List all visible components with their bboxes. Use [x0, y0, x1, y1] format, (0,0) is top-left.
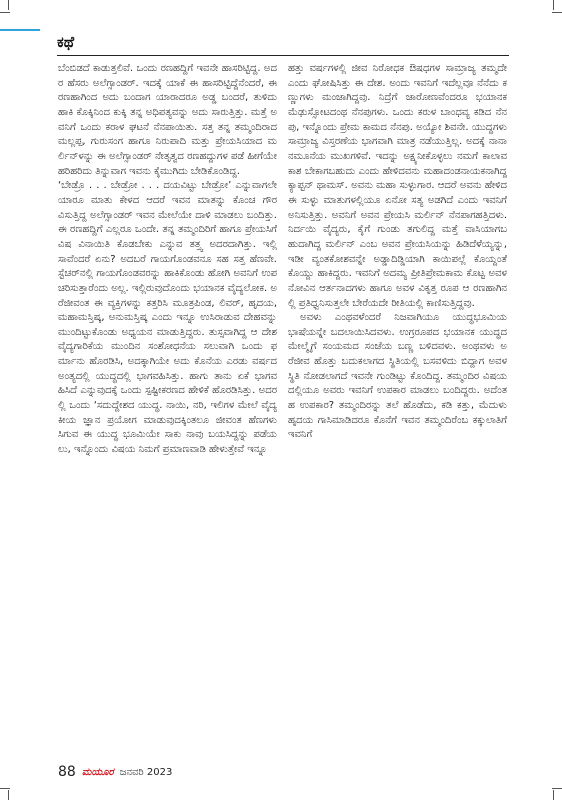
crop-mark: [552, 788, 562, 789]
crop-mark: [0, 12, 10, 13]
paragraph: ಬೆಂಬಿಡದೆ ಕಾಡುತ್ತಲಿವೆ. ಒಂದು ರಣಹದ್ದಿಗೆ ಇವನೇ ಹಾಸರಿಟ್ಟಿದ್ದ. ಅದರ ಹೆಸರು ಅಲೆಗ್ಸಾಂಡರ್. ಇದಕ್ಕೆ ಯಾಕೆ ಈ ಹಾಸರಿಟ್ಟಿದ್ದೆನೆಂದರೆ, ಈ ರಣಹಾಗಿಂದ ಅದು ಬಂದಾಗ ಯಾರಾದರೂ ಅಡ್ಡ ಬಂದರೆ, ತುಳಿದು ಹಾಕಿ ಕೊಕ್ಕಿನಿಂದ ಕುಕ್ಕಿ ತನ್ನ ಅಧಿಪತ್ಯವನ್ನು ಅದು ಸಾರುತ್ತಿತ್ತು. ಮತ್ತೆ ಅವನಿಗೆ ಒಂದು ಕರಾಳ ಘಟನೆ ನೆನಪಾಯಿತು. ಸತ್ತ ತನ್ನ ತಮ್ಮಂದಿರಾದ ಮಲ್ಲಪ್ಪ, ಗುರುಸಂಗ ಹಾಗೂ ನಿರುಪಾದಿ ಮತ್ತು ಪ್ರೇಯಸಿಯಾದ ಮರ್ಲಿನ್‌ಳನ್ನು ಈ ಅಲೆಗ್ಸಾಂಡರ್ ನೇತೃತ್ವದ ರಣಹದ್ದುಗಳ ಪಡೆ ಹೀಗೆಯೇ ಹರಿಹರಿದು ತಿನ್ನುವಾಗ ಇವನು ಕೈಮುಗಿದು ಬೇಡಿಕೊಂಡಿದ್ದ.: [58, 63, 277, 177]
crop-mark: [552, 12, 562, 13]
crop-mark: [553, 0, 554, 10]
paragraph: ಹತ್ತು ವರ್ಷಗಳಲ್ಲಿ ಜೀವ ನಿರೋಧಕ ಔಷಧಗಳ ಸಾಮ್ರಾಜ್ಯ ತಮ್ಮದೇ ಎಂದು ಘೋಷಿಸಿತ್ತು ಈ ದೇಶ. ಅಂದು ಇವನಿಗೆ ಇದೆಲ್ಲವೂ ನೆನೆದು ಕಣ್ಣುಗಳು ಮಂಜಾಗಿದ್ದವು. ನಿದ್ರೆಗೆ ಜಾರೋಣವೆಂದರೂ ಭಯಾನಕ ಮೆಢುಸ್ಸೋಟದಂಥ ನೆನಪುಗಳು. ಒಂದು ಕರುಳ ಬಾಂಧವ್ಯ ಕಡಿದ ನೆನಪು, ಇನ್ನೊಂದು ಪ್ರೇಮ ಕಾಮದ ನೆನಪು. ಅಯ್ಯೋ ಶಿವನೇ. ಯುದ್ಧಗಳು ಸಾಮ್ರಾಜ್ಯ ವಿಸ್ತರಣೆಯ ಭಾಗವಾಗಿ ಮಾತ್ರ ನಡೆಯುತ್ತಿಲ್ಲ. ಅದಕ್ಕೆ ನಾನಾ ನಮೂನೆಯ ಮುಖಗಳಿವೆ. ಇದನ್ನು ಅಕ್ಷ್ಯನೀಕೊಳ್ಳಲು ನಮಗೆ ಕಾಲಾವಕಾಶ ಬೇಕಾಗಬಹುದು ಎಂದು ಹೇಳಿದವನು ಮಹಾದಂಡನಾಯಕನಾಗಿದ್ದ ಕ್ಯಾಪ್ಟನ್ ಥಾಮಸ್. ಅವನು ಮಹಾ ಸುಳ್ಳುಗಾರ. ಆದರೆ ಅವನು ಹೇಳಿದ ಈ ಸುಳ್ಳು ಮಾತುಗಳಲ್ಲಿಯೂ ಏನೋ ಸತ್ಯ ಅಡಗಿದೆ ಎಂದು ಇವನಿಗೆ ಅನಿಸುತ್ತಿತ್ತು. ಅವನಿಗೆ ಅವನ ಪ್ರೇಯಸಿ ಮರ್ಲಿನ್ ನೆನಪಾಗಹತ್ತಿದಳು. ನಿರ್ದಯಿ ವೈದ್ಯರು, ಕೈಗೆ ಗುಂಡು ತಗುಲಿದ್ದ ಮತ್ತೆ ವಾಸಿಯಾಗಬಹುದಾಗಿದ್ದ ಮರ್ಲಿನ್ ಎಂಬ ಅವನ ಪ್ರೇಯಸಿಯನ್ನು ಹಿಡಿದೆಳೆಯ್ಯನ್ನು, ಇಡೀ ವ್ಯಂತಕೋಶವನ್ನೇ ಅಡ್ಡಾದಿಡ್ಡಿಯಾಗಿ ಕಾಯಿಪಲ್ಲೆ ಕೊಯ್ದಂತೆ ಕೊಯ್ದು ಹಾಕಿದ್ದರು. ಇವನಿಗೆ ಅದಮ್ಯ ಪ್ರೀತಿಪ್ರೇಮಕಾಮ ಕೊಟ್ಟ ಅವಳ ನೋವಿನ ಆರ್ತನಾದಗಳು ಹಾಗೂ ಅವಳ ವಿಕೃತ್ತ ರೂಪ ಆ ರಣಹಾಗಿನಲ್ಲಿ ಪ್ರತಿಧ್ವನಿಸುತ್ತಲೇ ಬೇರೆಯದೇ ರೀತಿಯಲ್ಲಿ ಕಾಣಿಸುತ್ತಿದ್ದವು.: [288, 63, 507, 309]
crop-mark: [553, 790, 554, 800]
accent-line: [0, 29, 40, 31]
issue-date: ಜನವರಿ 2023: [119, 766, 173, 778]
text-column-left: [58, 62, 277, 458]
magazine-logo: ಮಯೂರ: [81, 766, 114, 778]
crop-mark: [8, 0, 9, 10]
page-number: 88: [58, 764, 76, 780]
paragraph: ಅವಳು ಎಂಥವಳೆಂದರೆ ನಿಜವಾಗಿಯೂ ಯುದ್ಧಭೂಮಿಯ ಭಾಷೆಯನ್ನೇ ಬದಲಾಯಿಸಿದವಳು. ಉಗ್ರರೂಪದ ಭಯಾನಕ ಯುದ್ಧದ ಮೇಲ್ಮೈಗೆ ಸಂಯಮದ ಸಂಜೆಯ ಬಣ್ಣ ಬಳಿದವಳು. ಅಂಥವಳು ಅರೆಜೀವ ಹೊತ್ತು ಬದುಕಲಾಗದ ಸ್ಥಿತಿಯಲ್ಲಿ ಬಸವಳಿದು ಬಿದ್ದಾಗ ಅವಳ ಸ್ಥಿತಿ ನೋಡಲಾಗದೆ ಇವನೇ ಗುಂಡಿಟ್ಟು ಕೊಂದಿದ್ದ. ತಮ್ಮಂದಿರ ವಿಷಯದಲ್ಲಿಯೂ ಅವರು ಇವನಿಗೆ ಉಪಕಾರ ಮಾಡಲು ಬಂದಿದ್ದರು. ಅದೆಂತಹ ಉಪಕಾರ? ತಮ್ಮಂದಿರನ್ನು ತಲೆ ಹೊಡೆದು, ಕಡಿ ಕತ್ತು, ಮೆದುಳು ಹೃದಯ ಗಾಸಿಮಾಡಿದರೂ ಕೊನೆಗೆ ಇವನ ತಮ್ಮಂದಿರೆಂಬ ಕಕ್ಕುಲಾತಿಗೆ ಇವನಿಗೆ: [288, 312, 507, 441]
text-column-right: [288, 62, 507, 443]
page-footer: [58, 764, 172, 780]
crop-mark: [0, 788, 10, 789]
section-title: ಕಥೆ: [57, 33, 75, 51]
paragraph: ‘ಬೇಡ್ರೊ . . . ಬೇಡ್ರೋ . . . ದಯವಿಟ್ಟು ಬೇಡ್ರೋ’ ಎನ್ನುವಾಗಲೇ ಯಾರೂ ಮಾತು ಕೇಳದ ಆದರೆ ಇವನ ಮಾತನ್ನು ಕೊಂಚ ಗೌರವಿಸುತ್ತಿದ್ದ ಅಲೆಗ್ಸಾಂಡರ್ ಇವನ ಮೇಲೆಯೇ ದಾಳಿ ಮಾಡಲು ಬಂದಿತ್ತು. ಈ ರಣಹದ್ದಿಗೆ ಎಲ್ಲರೂ ಒಂದೇ. ತನ್ನ ತಮ್ಮಂದಿರಿಗೆ ಹಾಗೂ ಪ್ರೇಯಸಿಗೆ ವಿಷ ವಿನಾಯಿತಿ ಕೊಡಬೇಕು ಎನ್ನುವ ತತ್ತ್ವ ಅದರದಾಗಿತ್ತು. ಇಲ್ಲಿ ಸಾವೆಂದರೆ ಏನು? ಅದಬರೆ ಗಾಯಗೊಂಡವನೂ ಸಹ ಸತ್ತ ಹೆಣವೇ. ಸ್ಟೆಚರ್‌ನಲ್ಲಿ ಗಾಯಗೊಂಡವರನ್ನು ಹಾಕಿಕೊಂಡು ಹೋಗಿ ಅವನಿಗೆ ಉಪಚರಿಸುತ್ತಾರೆಂದು ಅಲ್ಲ. ಇಲ್ಲಿರುವುದೊಂದು ಭಯಾನಕ ವೈದ್ಯಲೋಕ. ಅರೆಜೀವಂತ ಈ ವ್ಯಕ್ತಿಗಳನ್ನು ಕತ್ತರಿಸಿ ಮೂತ್ರಪಿಂಡ, ಲಿವರ್, ಹೃದಯ, ಮಹಾಮಸ್ತಿಷ್ಕ, ಅನುಮಸ್ತಿಷ್ಕ ಎಂದು ಇನ್ನೂ ಉಸಿರಾಡುವ ದೇಹವನ್ನು ಮುಂದಿಟ್ಟುಕೊಂಡು ಅಧ್ಯಯನ ಮಾಡುತ್ತಿದ್ದರು. ತುಸ್ಸವಾಗಿದ್ದ ಆ ದೇಶ ವೈದ್ಯಗಾರಿಕೆಯ ಮುಂದಿನ ಸಂಶೋಧನೆಯ ಸಲುವಾಗಿ ಒಂದು ಫರ್ಮಾನು ಹೊರಡಿಸಿ, ಅದಕ್ಕಾಗಿಯೇ ಅದು ಕೊನೆಯ ಎರಡು ವರ್ಷದ ಅಂತ್ಯದಲ್ಲಿ ಯುದ್ಧದಲ್ಲಿ ಭಾಗವಹಿಸಿತ್ತು. ಹಾಗು ತಾನು ಏಕೆ ಭಾಗವಹಿಸಿದೆ ಎನ್ನುವುದಕ್ಕೆ ಒಂದು ಸ್ಪಷ್ಟೀಕರಣದ ಹೇಳಿಕೆ ಹೊರಡಿಸಿತ್ತು. ಅದರಲ್ಲಿ ಒಂದು ‘ಸದುದ್ದೇಶದ ಯುದ್ಧ. ನಾಯಿ, ನರಿ, ಇಲಿಗಳ ಮೇಲೆ ವೈದ್ಯಕೀಯ ಜ್ಞಾನ ಪ್ರಯೋಗ ಮಾಡುವುದಕ್ಕಿಂತಲೂ ಜೀವಂತ ಹೆಣಗಳು ಸಿಗುವ ಈ ಯುದ್ಧ ಭೂಮಿಯೇ ಸಾಕು ನಾವು ಬಯಸಿದ್ದನ್ನು ಪಡೆಯಲು, ಇನ್ನೊಂದು ವಿಷಯ ನಿಮಗೆ ಪ್ರಮಾಣವಾಡಿ ಹೇಳುತ್ತೇವೆ ಇನ್ನೂ: [58, 180, 277, 456]
crop-mark: [8, 790, 9, 800]
header-rule: [57, 55, 509, 56]
